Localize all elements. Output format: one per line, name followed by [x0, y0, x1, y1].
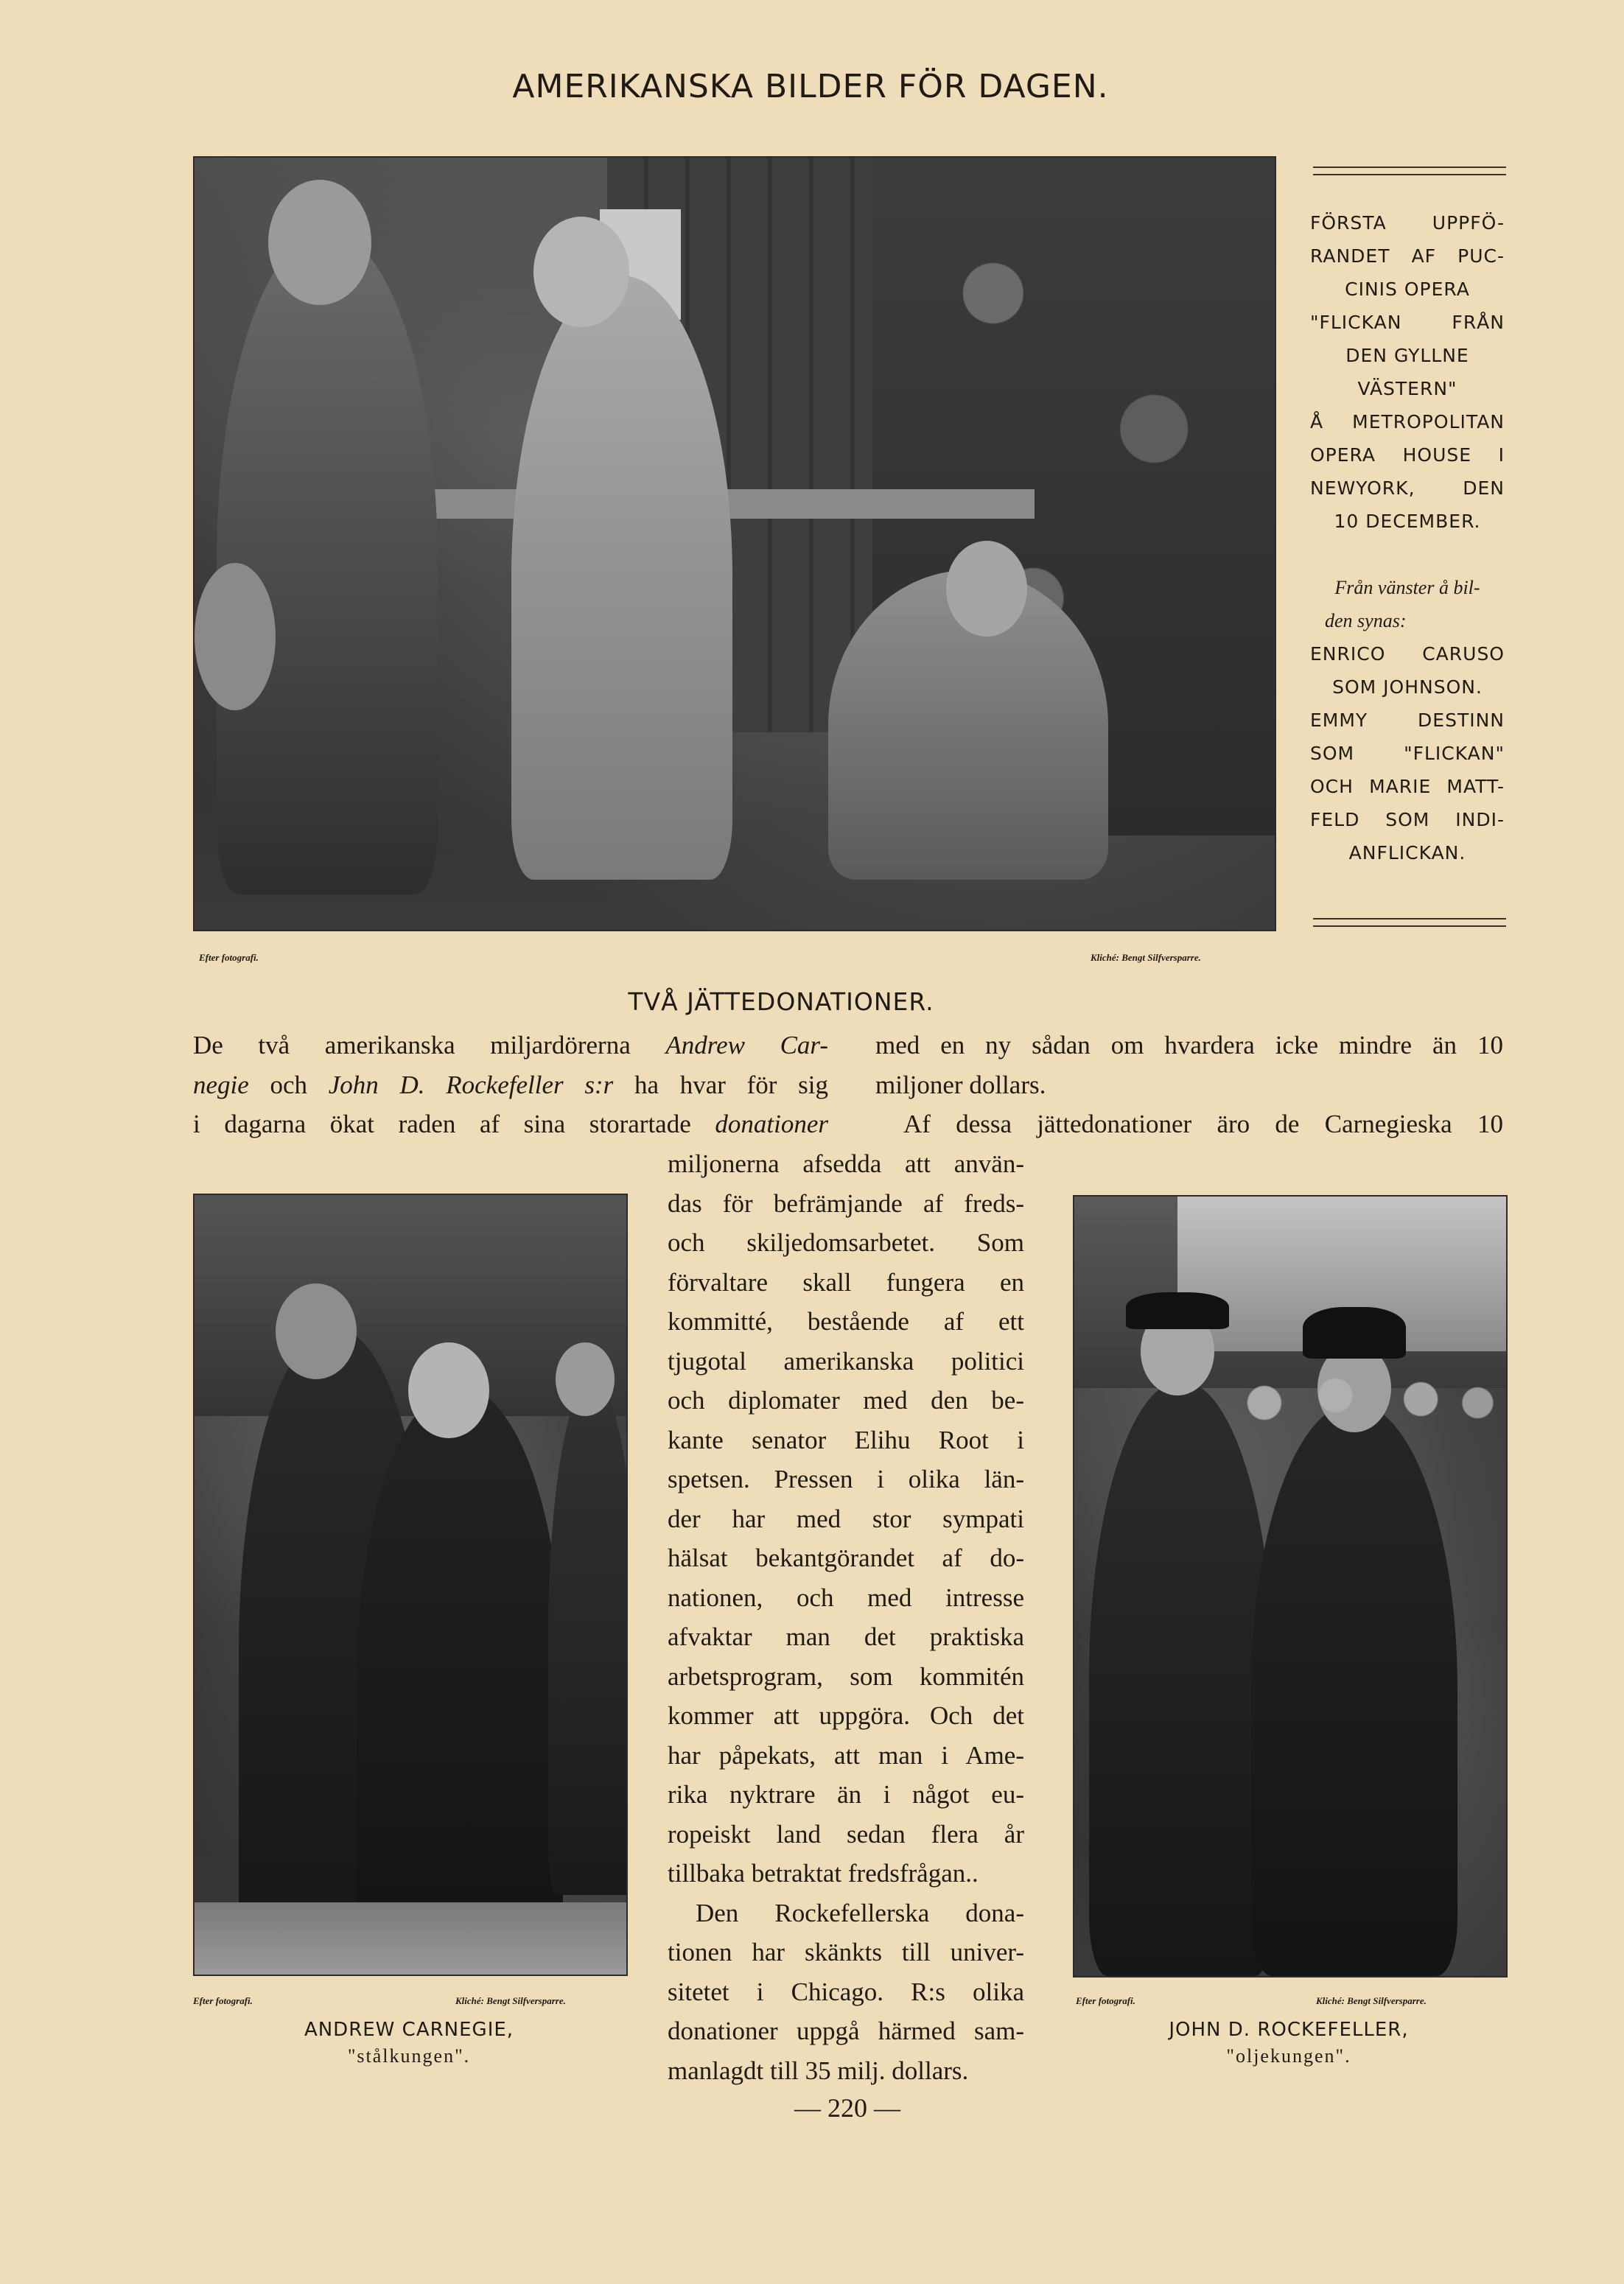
column-line: donationer uppgå härmed sam-	[668, 2017, 1024, 2045]
column-line: sitetet i Chicago. R:s olika	[668, 1977, 1024, 2006]
intro-line: med en ny sådan om hvardera icke mindre än 10	[875, 1031, 1503, 1059]
column-line: och diplomater med den be-	[668, 1386, 1024, 1415]
caption-italic-line: den synas:	[1325, 610, 1407, 631]
column-line: hälsat bekantgörandet af do-	[668, 1544, 1024, 1572]
column-line: afvaktar man det praktiska	[668, 1622, 1024, 1651]
intro-right	[875, 1026, 1503, 1144]
article-column	[668, 1144, 1024, 2090]
rockefeller-nickname: "oljekungen".	[1226, 2045, 1351, 2067]
caption-name-line: EMMY DESTINN	[1310, 710, 1505, 731]
column-line: das för befrämjande af freds-	[668, 1188, 1024, 1218]
column-line: kommer att uppgöra. Och det	[668, 1701, 1024, 1730]
column-line: har påpekats, att man i Ame-	[668, 1740, 1024, 1770]
cliche-credit: Kliché: Bengt Silfversparre.	[1091, 952, 1201, 963]
caption-name-line: OCH MARIE MATT-	[1310, 776, 1505, 797]
column-line: spetsen. Pressen i olika län-	[668, 1465, 1024, 1493]
rockefeller-cliche-credit: Kliché: Bengt Silfversparre.	[1316, 1995, 1427, 2006]
intro-line: i dagarna ökat raden af sina storartade donationer	[193, 1110, 828, 1138]
rockefeller-name: JOHN D. ROCKEFELLER,	[1169, 2019, 1409, 2041]
caption-line: CINIS OPERA	[1345, 279, 1470, 300]
opera-caption	[1310, 206, 1505, 869]
column-line: kommitté, bestående af ett	[668, 1307, 1024, 1336]
column-line: Den Rockefellerska dona-	[696, 1898, 1024, 1927]
caption-line: DEN GYLLNE	[1345, 345, 1469, 366]
column-line: kante senator Elihu Root i	[668, 1425, 1024, 1454]
intro-left	[193, 1026, 828, 1144]
intro-line: Af dessa jättedonationer äro de Carnegieska 10	[903, 1110, 1503, 1138]
intro-line: De två amerikanska miljardörerna Andrew Car-	[193, 1031, 828, 1059]
intro-line: miljoner dollars.	[875, 1070, 1046, 1099]
caption-line: RANDET AF PUC-	[1310, 245, 1505, 267]
caption-name-line: SOM "FLICKAN"	[1310, 743, 1505, 764]
opera-photo	[193, 156, 1276, 931]
column-line: manlagdt till 35 milj. dollars.	[668, 2056, 969, 2085]
caption-italic-line: Från vänster å bil-	[1334, 577, 1480, 598]
caption-line: OPERA HOUSE I	[1310, 444, 1505, 466]
column-line: rika nyktrare än i något eu-	[668, 1780, 1024, 1809]
caption-line: "FLICKAN FRÅN	[1310, 312, 1505, 333]
caption-line: VÄSTERN"	[1357, 378, 1457, 399]
caption-name-line: FELD SOM INDI-	[1310, 809, 1505, 830]
column-line: tionen har skänkts till univer-	[668, 1938, 1024, 1966]
caption-line: Å METROPOLITAN	[1310, 411, 1505, 432]
column-line: tjugotal amerikanska politici	[668, 1346, 1024, 1376]
carnegie-photo-credit: Efter fotografi.	[193, 1995, 253, 2006]
carnegie-nickname: "stålkungen".	[347, 2045, 471, 2067]
column-line: ropeiskt land sedan flera år	[668, 1819, 1024, 1849]
column-line: tillbaka betraktat fredsfrågan..	[668, 1859, 979, 1888]
caption-line: 10 DECEMBER.	[1334, 511, 1481, 532]
caption-name-line: ENRICO CARUSO	[1310, 643, 1505, 665]
caption-name-line: ANFLICKAN.	[1348, 842, 1466, 863]
caption-line: FÖRSTA UPPFÖ-	[1310, 212, 1505, 234]
carnegie-name: ANDREW CARNEGIE,	[304, 2019, 514, 2041]
column-line: förvaltare skall fungera en	[668, 1267, 1024, 1297]
intro-line: negie och John D. Rockefeller s:r ha hvar för sig	[193, 1070, 828, 1099]
rockefeller-photo	[1073, 1195, 1508, 1978]
column-line: miljonerna afsedda att använ-	[668, 1149, 1024, 1178]
article-heading: TVÅ JÄTTEDONATIONER.	[628, 987, 934, 1016]
page-title: AMERIKANSKA BILDER FÖR DAGEN.	[512, 68, 1109, 105]
carnegie-cliche-credit: Kliché: Bengt Silfversparre.	[455, 1995, 566, 2006]
column-line: arbetsprogram, som kommitén	[668, 1661, 1024, 1691]
column-line: och skiljedomsarbetet. Som	[668, 1228, 1024, 1257]
column-line: nationen, och med intresse	[668, 1583, 1024, 1612]
caption-line: NEWYORK, DEN	[1310, 477, 1505, 499]
caption-name-line: SOM JOHNSON.	[1332, 676, 1483, 698]
rockefeller-photo-credit: Efter fotografi.	[1076, 1995, 1135, 2006]
carnegie-photo	[193, 1194, 628, 1976]
column-line: der har med stor sympati	[668, 1504, 1024, 1533]
page-number: — 220 —	[794, 2093, 900, 2123]
photo-credit: Efter fotografi.	[199, 952, 259, 963]
